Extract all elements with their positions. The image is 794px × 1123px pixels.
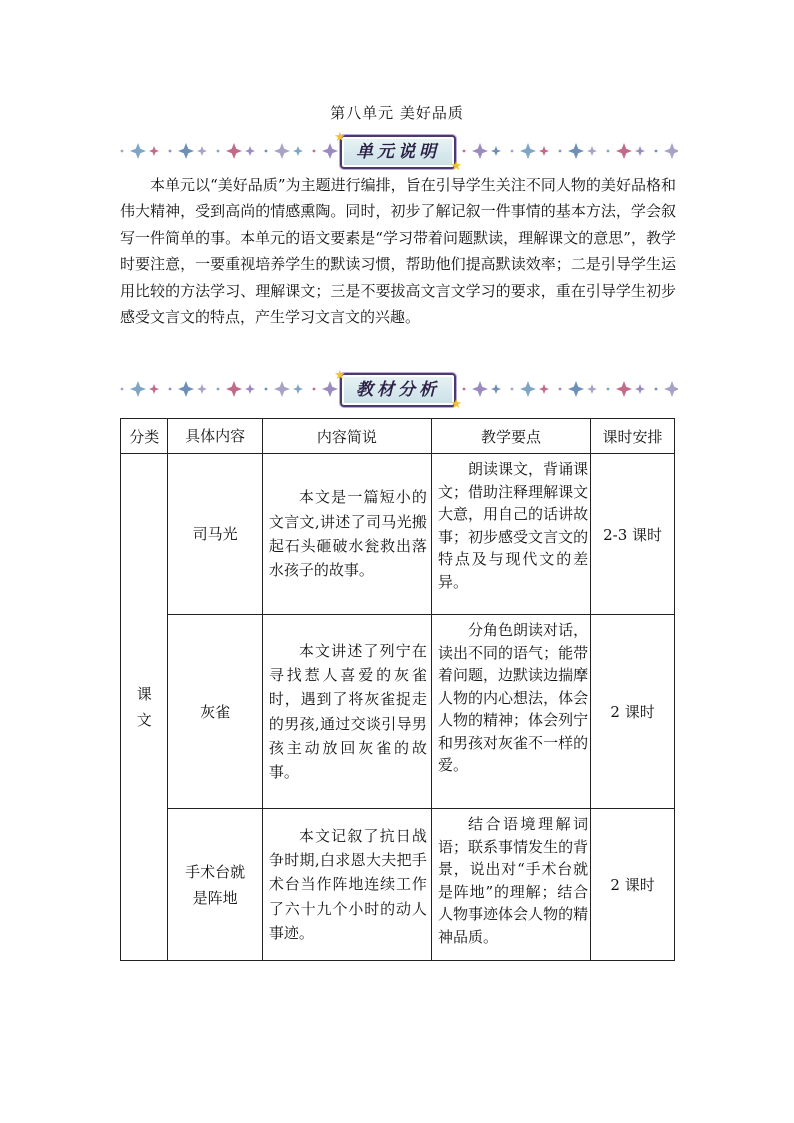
sparkle-star (322, 381, 338, 397)
header-summary: 内容简说 (262, 419, 431, 454)
sparkle-star (293, 146, 303, 156)
sparkle-star (178, 381, 194, 397)
sparkle-star (616, 143, 632, 159)
summary-text: 本文讲述了列宁在寻找惹人喜爱的灰雀时，遇到了将灰雀捉走的男孩,通过交谈引导男孩主动放回灰雀的故事。 (268, 641, 427, 782)
table-row (121, 809, 675, 961)
sparkle-dot (169, 150, 172, 153)
sparkle-dot (607, 150, 610, 153)
sparkle-dot (169, 388, 172, 391)
category-cell (121, 454, 168, 961)
content-name-cell: 司马光 (168, 454, 262, 615)
sparkle-star (293, 384, 303, 394)
sparkle-dot (217, 388, 220, 391)
key-points-text: 结合语境理解词语；联系事情发生的背景，说出对“手术台就是阵地”的理解；结合人物事迹体会人物的精神品质。 (437, 815, 589, 946)
sparkle-star (520, 381, 536, 397)
content-name-cell (168, 809, 262, 961)
sparkle-star (245, 146, 255, 156)
sparkle-dot (655, 150, 658, 153)
summary-text: 本文记叙了抗日战争时期,白求恩大夫把手术台当作阵地连续工作了六十九个小时的动人事迹。 (268, 826, 427, 942)
sparkle-star (178, 143, 194, 159)
sparkle-star (491, 146, 501, 156)
header-class-hours: 课时安排 (591, 419, 675, 454)
category-char: 文 (136, 711, 152, 729)
sparkle-dot (463, 388, 466, 391)
sparkle-star (568, 381, 584, 397)
sparkle-star (568, 143, 584, 159)
sparkle-dot (511, 388, 514, 391)
sparkle-star (539, 146, 549, 156)
sparkle-star (245, 384, 255, 394)
sparkle-star (322, 143, 338, 159)
sparkle-dot (121, 388, 124, 391)
table-row (121, 454, 675, 615)
sparkle-star (130, 381, 146, 397)
sparkle-dot (559, 150, 562, 153)
section-badge (334, 368, 462, 412)
page-title: 第八单元 美好品质 (330, 104, 464, 122)
sparkle-star (587, 384, 597, 394)
sparkle-star (149, 146, 159, 156)
content-name-cell: 灰雀 (168, 615, 262, 809)
sparkle-star (274, 381, 290, 397)
section-label: 教材分析 (356, 380, 440, 400)
key-points-cell (431, 615, 590, 809)
sparkle-dot (559, 388, 562, 391)
sparkle-star (197, 384, 207, 394)
header-content: 具体内容 (168, 419, 262, 454)
sparkle-star (274, 143, 290, 159)
summary-text: 本文是一篇短小的文言文,讲述了司马光搬起石头砸破水瓮救出落水孩子的故事。 (268, 488, 427, 580)
table-header-row (121, 419, 675, 454)
class-hours-cell: 2-3 课时 (591, 454, 675, 615)
sparkle-dot (265, 388, 268, 391)
unit-intro-paragraph: 本单元以“美好品质”为主题进行编排，旨在引导学生关注不同人物的美好品格和伟大精神，受到高尚的情感熏陶。同时，初步了解记叙一件事情的基本方法，学会叙写一件简单的事。本单元的语文要素是“学习带着问题默读，理解课文的意思”，教学时要注意，一要重视培养学生的默读习惯，帮助他们提高默读效率；二是引导学生运用比较的方法学习、理解课文；三是不要拔高文言文学习的要求，重在引导学生初步感受文言文的特点，产生学习文言文的兴趣。 (120, 176, 676, 327)
sparkle-dot (607, 388, 610, 391)
sparkle-dot (655, 388, 658, 391)
sparkle-dot (511, 150, 514, 153)
sparkle-star (197, 146, 207, 156)
header-category: 分类 (121, 419, 168, 454)
key-points-cell (431, 454, 590, 615)
sparkle-dot (463, 150, 466, 153)
class-hours-cell: 2 课时 (591, 809, 675, 961)
summary-cell (262, 809, 431, 961)
sparkle-dot (265, 150, 268, 153)
key-points-cell (431, 809, 590, 961)
summary-cell (262, 454, 431, 615)
table-row (121, 615, 675, 809)
star-icon: ★ (450, 159, 462, 174)
category-label (121, 681, 167, 733)
sparkle-star (664, 381, 678, 397)
class-hours-cell: 2 课时 (591, 615, 675, 809)
sparkle-star (635, 384, 645, 394)
sparkle-dot (313, 388, 316, 391)
sparkle-star (472, 143, 488, 159)
section-badge (334, 130, 462, 174)
sparkle-dot (121, 150, 124, 153)
header-key-points: 教学要点 (431, 419, 590, 454)
sparkle-star (130, 143, 146, 159)
key-points-text: 朗读课文，背诵课文；借助注释理解课文大意，用自己的话讲故事；初步感受文言文的特点及与现代文的差异。 (437, 460, 589, 591)
sparkle-star (520, 143, 536, 159)
sparkle-star (635, 146, 645, 156)
sparkle-dot (217, 150, 220, 153)
sparkle-star (616, 381, 632, 397)
sparkle-star (149, 384, 159, 394)
sparkle-star (587, 146, 597, 156)
sparkle-star (491, 384, 501, 394)
section-banner-unit-description (118, 130, 678, 174)
sparkle-star (664, 143, 678, 159)
sparkle-star (226, 143, 242, 159)
material-analysis-table (120, 418, 675, 961)
star-icon: ★ (334, 368, 346, 383)
sparkle-star (226, 381, 242, 397)
star-icon: ★ (450, 397, 462, 412)
content-name-text: 手术台就是阵地 (185, 862, 246, 907)
star-icon: ★ (334, 130, 346, 145)
category-char: 课 (136, 685, 152, 703)
sparkle-star (472, 381, 488, 397)
section-banner-material-analysis (118, 368, 678, 412)
sparkle-star (539, 384, 549, 394)
sparkle-dot (313, 150, 316, 153)
section-label: 单元说明 (356, 142, 440, 162)
key-points-text: 分角色朗读对话，读出不同的语气；能带着问题，边默读边揣摩人物的内心想法，体会人物的精神；体会列宁和男孩对灰雀不一样的爱。 (437, 621, 589, 774)
summary-cell (262, 615, 431, 809)
